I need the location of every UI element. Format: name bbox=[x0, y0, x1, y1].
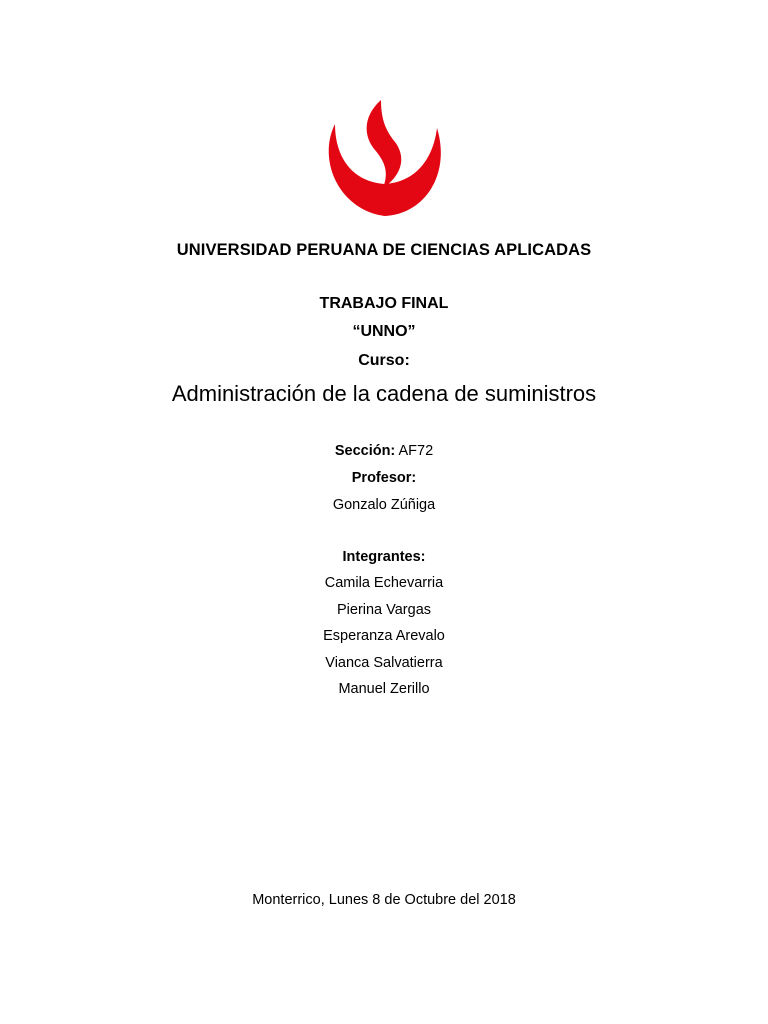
place-date: Monterrico, Lunes 8 de Octubre del 2018 bbox=[252, 892, 516, 908]
section-label: Sección: bbox=[334, 443, 396, 459]
university-logo bbox=[323, 98, 447, 218]
section-value: AF72 bbox=[398, 443, 434, 459]
work-type: TRABAJO FINAL bbox=[319, 295, 449, 312]
project-name: “UNNO” bbox=[352, 323, 416, 340]
member-name: Vianca Salvatierra bbox=[325, 654, 443, 671]
professor-name: Gonzalo Zúñiga bbox=[332, 497, 436, 513]
course-name: Administración de la cadena de suministros bbox=[171, 381, 597, 406]
university-name: UNIVERSIDAD PERUANA DE CIENCIAS APLICADAS bbox=[176, 241, 592, 259]
members-list bbox=[0, 574, 768, 707]
professor-label: Profesor: bbox=[351, 470, 417, 486]
course-label: Curso: bbox=[358, 352, 410, 369]
members-label: Integrantes: bbox=[342, 549, 426, 565]
member-name: Manuel Zerillo bbox=[338, 681, 430, 697]
member-name: Camila Echevarria bbox=[324, 575, 444, 591]
logo-flame bbox=[367, 100, 402, 188]
member-name: Esperanza Arevalo bbox=[323, 628, 445, 644]
section-line bbox=[0, 442, 768, 460]
member-name: Pierina Vargas bbox=[336, 601, 432, 618]
